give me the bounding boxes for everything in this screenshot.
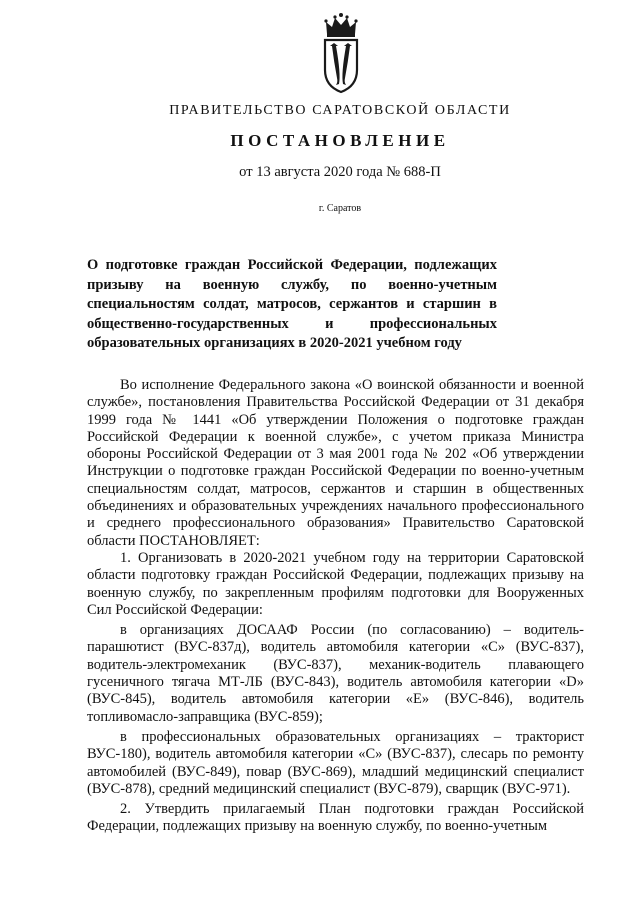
document-city: г. Саратов xyxy=(318,203,362,214)
document-type: ПОСТАНОВЛЕНИЕ xyxy=(230,131,450,150)
document-title: О подготовке граждан Российской Федерации, подлежащих призыву на военную службу, по военно-учетным специальностям солдат, матросов, сержантов и старшин в общественно-государственных и профессиональных образовательных организациях в 2020-2021 учебном году xyxy=(87,257,497,352)
issuing-authority: ПРАВИТЕЛЬСТВО САРАТОВСКОЙ ОБЛАСТИ xyxy=(169,103,511,118)
dosaaf-paragraph: в организациях ДОСААФ России (по согласованию) – водитель-парашютист (ВУС-837д), водитель автомобиля категории «С» (ВУС-837), водитель-электромеханик (ВУС-837), механик-водитель плавающего гусеничного тягача МТ-ЛБ (ВУС-843), водитель автомобиля категории «D» (ВУС-845), водитель автомобиля категории «Е» (ВУС-846), водитель топливомасло-заправщика (ВУС-859); xyxy=(87,622,584,725)
professional-organizations-paragraph: в профессиональных образовательных организациях – тракторист ВУС-180), водитель автомобиля категории «С» (ВУС-837), слесарь по ремонту автомобилей (ВУС-849), повар (ВУС-869), младший медицинский специалист (ВУС-878), средний медицинский специалист (ВУС-879), сварщик (ВУС-971). xyxy=(87,728,584,797)
document-date-number: от 13 августа 2020 года № 688-П xyxy=(239,164,441,180)
document-body xyxy=(87,377,584,836)
coat-of-arms-icon xyxy=(321,12,361,94)
preamble-paragraph: Во исполнение Федерального закона «О воинской обязанности и военной службе», постановления Правительства Российской Федерации от 31 декабря 1999 года № 1441 «Об утверждении Положения о подготовке граждан Российской Федерации к военной службе», с учетом приказа Министра обороны Российской Федерации от 3 мая 2001 года № 202 «Об утверждении Инструкции о подготовке граждан Российской Федерации по военно-учетным специальностям солдат, матросов, сержантов и старшин в общественных объединениях и образовательных учреждениях начального профессионального и среднего профессионального образования» Правительство Саратовской области ПОСТАНОВЛЯЕТ: xyxy=(87,377,584,549)
item-2-paragraph: 2. Утвердить прилагаемый План подготовки граждан Российской Федерации, подлежащих призыву на военную службу, по военно-учетным xyxy=(87,801,584,835)
item-1-paragraph: 1. Организовать в 2020-2021 учебном году на территории Саратовской области подготовку граждан Российской Федерации, подлежащих призыву на военную службу, по закрепленным профилям подготовки для Вооруженных Сил Российской Федерации: xyxy=(87,549,584,618)
